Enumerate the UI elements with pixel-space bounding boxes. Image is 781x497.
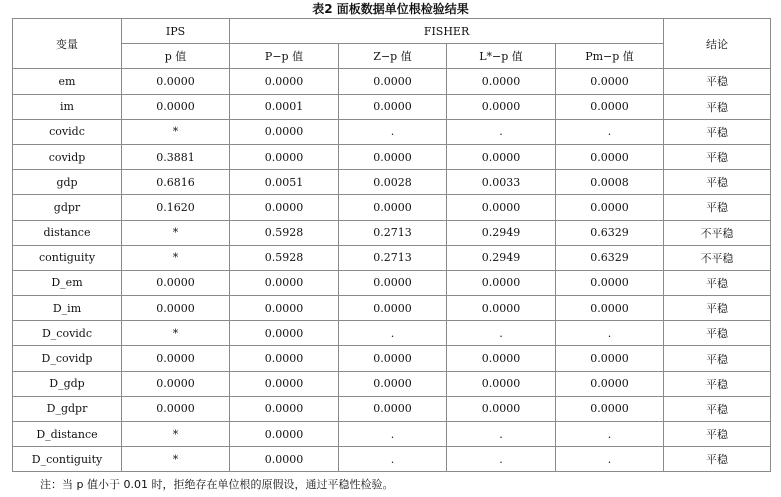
cell-fisher-l: . [447, 422, 556, 447]
cell-fisher-l: 0.0033 [447, 170, 556, 195]
cell-fisher-l: 0.2949 [447, 245, 556, 270]
unit-root-test-table [12, 18, 771, 472]
cell-variable: covidc [13, 119, 122, 144]
cell-fisher-z: 0.0000 [339, 69, 447, 94]
cell-fisher-pm: 0.0000 [556, 195, 664, 220]
cell-fisher-z: 0.0000 [339, 195, 447, 220]
table-row [13, 220, 771, 245]
cell-fisher-z: . [339, 447, 447, 472]
cell-fisher-l: 0.0000 [447, 144, 556, 169]
cell-fisher-z: 0.2713 [339, 220, 447, 245]
cell-fisher-l: 0.0000 [447, 371, 556, 396]
cell-fisher-l: 0.0000 [447, 69, 556, 94]
cell-fisher-z: 0.2713 [339, 245, 447, 270]
cell-fisher-p: 0.0000 [230, 144, 339, 169]
cell-conclusion: 平稳 [664, 346, 771, 371]
cell-conclusion: 平稳 [664, 270, 771, 295]
cell-fisher-z: 0.0000 [339, 371, 447, 396]
cell-fisher-pm: 0.6329 [556, 220, 664, 245]
cell-fisher-pm: 0.0000 [556, 371, 664, 396]
cell-conclusion: 平稳 [664, 195, 771, 220]
table-row [13, 119, 771, 144]
header-row-1 [13, 19, 771, 44]
cell-fisher-pm: 0.0000 [556, 69, 664, 94]
cell-fisher-z: 0.0000 [339, 270, 447, 295]
cell-fisher-z: . [339, 119, 447, 144]
table-row [13, 195, 771, 220]
header-fisher-l: L*−p 值 [447, 44, 556, 69]
cell-ips-p: * [122, 245, 230, 270]
cell-conclusion: 平稳 [664, 69, 771, 94]
cell-ips-p: 0.3881 [122, 144, 230, 169]
cell-conclusion: 不平稳 [664, 245, 771, 270]
cell-ips-p: * [122, 321, 230, 346]
cell-variable: D_em [13, 270, 122, 295]
cell-variable: D_gdp [13, 371, 122, 396]
cell-ips-p: * [122, 119, 230, 144]
cell-conclusion: 平稳 [664, 94, 771, 119]
cell-ips-p: 0.0000 [122, 296, 230, 321]
header-fisher-pm: Pm−p 值 [556, 44, 664, 69]
cell-conclusion: 平稳 [664, 296, 771, 321]
table-row [13, 170, 771, 195]
cell-ips-p: 0.0000 [122, 94, 230, 119]
cell-ips-p: 0.1620 [122, 195, 230, 220]
table-row [13, 69, 771, 94]
table-row [13, 144, 771, 169]
cell-fisher-p: 0.0000 [230, 69, 339, 94]
cell-fisher-pm: 0.0000 [556, 94, 664, 119]
cell-fisher-p: 0.0000 [230, 422, 339, 447]
cell-fisher-z: 0.0028 [339, 170, 447, 195]
table-row [13, 270, 771, 295]
cell-variable: D_covidc [13, 321, 122, 346]
cell-conclusion: 不平稳 [664, 220, 771, 245]
cell-variable: D_im [13, 296, 122, 321]
cell-ips-p: * [122, 220, 230, 245]
cell-conclusion: 平稳 [664, 396, 771, 421]
cell-fisher-p: 0.0000 [230, 321, 339, 346]
table-body [13, 69, 771, 472]
cell-fisher-pm: . [556, 321, 664, 346]
cell-fisher-p: 0.0000 [230, 371, 339, 396]
cell-conclusion: 平稳 [664, 170, 771, 195]
cell-variable: im [13, 94, 122, 119]
cell-fisher-z: 0.0000 [339, 296, 447, 321]
cell-ips-p: 0.0000 [122, 270, 230, 295]
cell-fisher-pm: 0.0000 [556, 346, 664, 371]
cell-fisher-z: 0.0000 [339, 346, 447, 371]
cell-fisher-l: 0.2949 [447, 220, 556, 245]
cell-fisher-p: 0.5928 [230, 245, 339, 270]
header-variable: 变量 [13, 19, 122, 69]
cell-ips-p: 0.0000 [122, 346, 230, 371]
cell-ips-p: * [122, 422, 230, 447]
cell-fisher-p: 0.0000 [230, 346, 339, 371]
cell-variable: D_covidp [13, 346, 122, 371]
cell-fisher-pm: 0.0000 [556, 296, 664, 321]
header-ips-p: p 值 [122, 44, 230, 69]
table-row [13, 296, 771, 321]
cell-fisher-z: . [339, 422, 447, 447]
cell-conclusion: 平稳 [664, 144, 771, 169]
cell-variable: D_gdpr [13, 396, 122, 421]
cell-ips-p: 0.0000 [122, 396, 230, 421]
cell-fisher-pm: 0.6329 [556, 245, 664, 270]
cell-fisher-p: 0.0000 [230, 195, 339, 220]
cell-ips-p: * [122, 447, 230, 472]
header-row-2 [13, 44, 771, 69]
table-row [13, 321, 771, 346]
cell-fisher-p: 0.0000 [230, 119, 339, 144]
cell-fisher-pm: . [556, 447, 664, 472]
header-fisher: FISHER [230, 19, 664, 44]
cell-fisher-p: 0.0001 [230, 94, 339, 119]
cell-ips-p: 0.0000 [122, 371, 230, 396]
cell-fisher-l: . [447, 321, 556, 346]
table-row [13, 371, 771, 396]
header-fisher-p: P−p 值 [230, 44, 339, 69]
cell-fisher-p: 0.0051 [230, 170, 339, 195]
cell-fisher-pm: 0.0000 [556, 270, 664, 295]
cell-variable: contiguity [13, 245, 122, 270]
cell-fisher-z: 0.0000 [339, 396, 447, 421]
cell-fisher-z: 0.0000 [339, 94, 447, 119]
cell-fisher-pm: . [556, 119, 664, 144]
cell-fisher-l: 0.0000 [447, 94, 556, 119]
cell-fisher-pm: . [556, 422, 664, 447]
cell-fisher-l: . [447, 447, 556, 472]
cell-fisher-l: 0.0000 [447, 346, 556, 371]
cell-fisher-l: 0.0000 [447, 270, 556, 295]
cell-fisher-p: 0.0000 [230, 296, 339, 321]
cell-fisher-l: 0.0000 [447, 396, 556, 421]
cell-conclusion: 平稳 [664, 422, 771, 447]
cell-variable: distance [13, 220, 122, 245]
cell-fisher-l: . [447, 119, 556, 144]
table-row [13, 245, 771, 270]
cell-variable: D_distance [13, 422, 122, 447]
table-row [13, 396, 771, 421]
cell-variable: D_contiguity [13, 447, 122, 472]
header-ips: IPS [122, 19, 230, 44]
cell-fisher-p: 0.0000 [230, 270, 339, 295]
cell-fisher-p: 0.0000 [230, 447, 339, 472]
header-conclusion: 结论 [664, 19, 771, 69]
cell-conclusion: 平稳 [664, 447, 771, 472]
cell-ips-p: 0.0000 [122, 69, 230, 94]
table-note: 注：当 p 值小于 0.01 时，拒绝存在单位根的原假设，通过平稳性检验。 [40, 478, 394, 491]
cell-fisher-pm: 0.0000 [556, 144, 664, 169]
cell-fisher-z: 0.0000 [339, 144, 447, 169]
cell-fisher-pm: 0.0000 [556, 396, 664, 421]
table-row [13, 422, 771, 447]
cell-variable: covidp [13, 144, 122, 169]
cell-variable: em [13, 69, 122, 94]
table-row [13, 94, 771, 119]
cell-fisher-pm: 0.0008 [556, 170, 664, 195]
cell-fisher-l: 0.0000 [447, 296, 556, 321]
cell-variable: gdpr [13, 195, 122, 220]
table-row [13, 447, 771, 472]
cell-conclusion: 平稳 [664, 119, 771, 144]
cell-conclusion: 平稳 [664, 321, 771, 346]
table-title: 表2 面板数据单位根检验结果 [312, 2, 469, 16]
cell-fisher-p: 0.0000 [230, 396, 339, 421]
cell-variable: gdp [13, 170, 122, 195]
cell-fisher-z: . [339, 321, 447, 346]
header-fisher-z: Z−p 值 [339, 44, 447, 69]
cell-ips-p: 0.6816 [122, 170, 230, 195]
cell-conclusion: 平稳 [664, 371, 771, 396]
cell-fisher-p: 0.5928 [230, 220, 339, 245]
cell-fisher-l: 0.0000 [447, 195, 556, 220]
table-row [13, 346, 771, 371]
